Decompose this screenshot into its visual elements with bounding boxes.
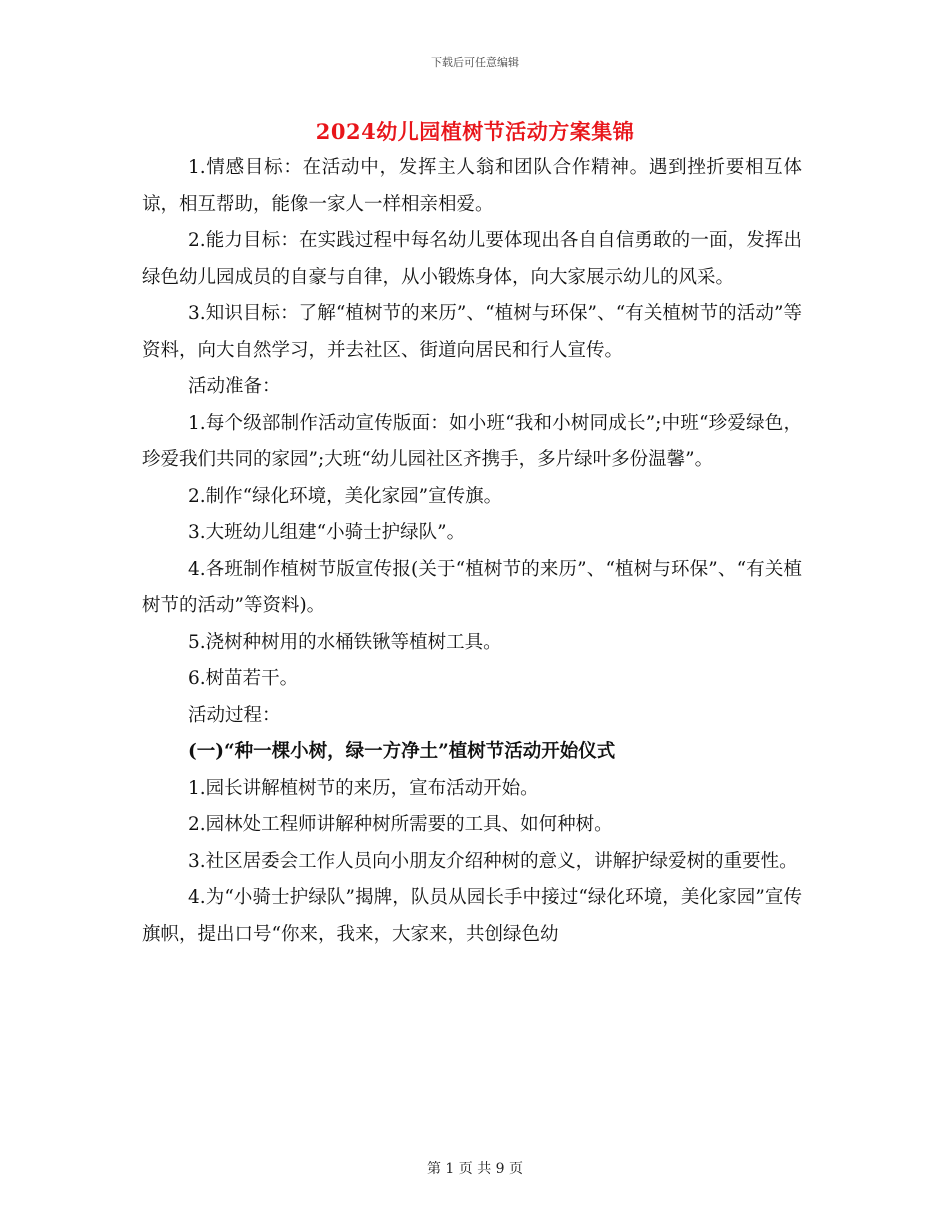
paragraph: 2.制作“绿化环境，美化家园”宣传旗。 xyxy=(188,485,503,507)
document-body xyxy=(142,150,802,953)
subsection-heading: (一)“种一棵小树，绿一方净土”植树节活动开始仪式 xyxy=(188,741,616,762)
page-footer: 第 1 页 共 9 页 xyxy=(426,1161,524,1177)
paragraph: 4.为“小骑士护绿队”揭牌，队员从园长手中接过“绿化环境，美化家园”宣传旗帜，提出口号“你来，我来，大家来，共创绿色幼 xyxy=(142,887,802,945)
paragraph: 1.园长讲解植树节的来历，宣布活动开始。 xyxy=(188,777,539,799)
document-title: 2024幼儿园植树节活动方案集锦 xyxy=(315,119,635,144)
paragraph: 2.园林处工程师讲解种树所需要的工具、如何种树。 xyxy=(188,814,613,835)
paragraph: 6.树苗若干。 xyxy=(188,668,299,689)
section-heading: 活动过程： xyxy=(188,704,281,726)
paragraph: 3.知识目标：了解“植树节的来历”、“植树与环保”、“有关植树节的活动”等资料，向大自然学习，并去社区、街道向居民和行人宣传。 xyxy=(142,303,802,361)
header-note: 下载后可任意编辑 xyxy=(431,56,519,69)
paragraph: 2.能力目标：在实践过程中每名幼儿要体现出各自自信勇敢的一面，发挥出绿色幼儿园成员的自豪与自律，从小锻炼身体，向大家展示幼儿的风采。 xyxy=(142,230,802,288)
paragraph: 1.情感目标：在活动中，发挥主人翁和团队合作精神。遇到挫折要相互体谅，相互帮助，能像一家人一样相亲相爱。 xyxy=(142,157,802,215)
paragraph: 3.社区居委会工作人员向小朋友介绍种树的意义，讲解护绿爱树的重要性。 xyxy=(188,850,798,872)
paragraph: 5.浇树种树用的水桶铁锹等植树工具。 xyxy=(188,631,502,653)
paragraph: 1.每个级部制作活动宣传版面：如小班“我和小树同成长”;中班“珍爱绿色，珍爱我们共同的家园”;大班“幼儿园社区齐携手，多片绿叶多份温馨”。 xyxy=(142,412,802,470)
paragraph: 3.大班幼儿组建“小骑士护绿队”。 xyxy=(188,522,466,543)
paragraph: 4.各班制作植树节版宣传报(关于“植树节的来历”、“植树与环保”、“有关植树节的活动”等资料)。 xyxy=(142,558,802,616)
section-heading: 活动准备： xyxy=(188,376,281,397)
